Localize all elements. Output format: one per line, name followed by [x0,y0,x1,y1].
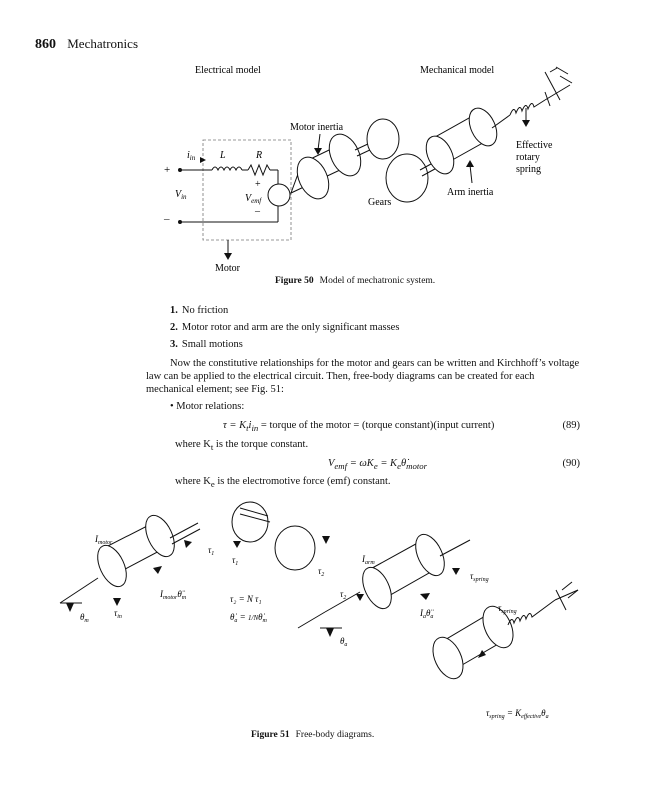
fbd-spring-wall [555,582,578,610]
label-eq-theta: $\thetȧ_a$ = $1/N\thetȧ_m$ [230,612,267,624]
arm-inertia-arrow [466,160,474,167]
label-theta-m: $\theta_m$ [80,612,89,624]
equation-90-number: (90) [562,458,580,469]
label-I-motor: $I_{motor}$ [95,534,113,546]
tau-in-arrow [113,598,121,606]
label-I-a-theta: $I_a\thetä_a$ [420,608,434,620]
label-L: L [220,150,226,161]
label-V-in: $V_{in}$ [175,189,187,201]
arm-accel-arrow [420,593,430,600]
figure-50-caption [275,276,435,286]
figure-50-diagram [0,0,647,300]
figure-50-number: Figure 50 [275,276,314,286]
label-electrical-model: Electrical model [195,65,261,76]
label-tau1-gear: $\tau_1$ [232,555,239,567]
label-minus: – [164,213,170,225]
figure-51-diagram [0,490,647,750]
label-arm-inertia: Arm inertia [447,187,494,198]
body-paragraph: Now the constitutive relationships for the motor and gears can be written and Kirchhoff’s voltage law can be applied to the electrical circuit. Then, free-body diagrams can be created for each mechanical element; see Fig. 51: [146,358,580,395]
label-mechanical-model: Mechanical model [420,65,495,76]
theta-a-arrow [326,628,334,637]
emf-source-circle [268,184,290,206]
motor-arrow [224,253,232,260]
label-motor: Motor [215,263,240,274]
fbd-tau1-arrow [233,541,241,548]
gear-small [367,119,399,159]
inductor-coil [212,167,242,170]
equation-89: $\tau = K_ti_{in}$ = torque of the motor = (torque constant)(input current) [223,420,495,434]
tau1-arrow [184,540,192,548]
label-spring-3: spring [516,164,541,175]
figure-51-text: Free-body diagrams. [295,730,375,740]
figure-51-number: Figure 51 [251,730,290,740]
bullet-motor-relations: • Motor relations: [170,401,245,412]
where-torque-constant: where $K_t$ is the torque constant. [175,439,309,453]
fbd-tau2-arrow [322,536,330,544]
current-arrow [200,157,206,163]
arm-cylinder [420,104,510,178]
equation-89-number: (89) [562,420,580,431]
spring-wall [545,67,572,106]
label-gears: Gears [368,197,392,208]
arm-tau2-arrow [356,594,364,601]
list-item: 2. Motor rotor and arm are the only significant masses [170,322,400,333]
theta-m-arrow [66,603,74,612]
gear-large [386,154,428,202]
terminal-plus [178,168,182,172]
rotary-spring [510,100,545,115]
label-spring-2: rotary [516,152,540,163]
label-tau-in: $\tau_{in}$ [114,608,122,620]
label-tau-spring: $\tau_{spring}$ [470,571,489,583]
fbd-gear-small [232,502,268,542]
label-V-emf: $V_{emf}$ [245,193,262,205]
tau-spring-arrow [452,568,460,575]
figure-51-caption [251,730,374,740]
label-motor-inertia: Motor inertia [290,122,344,133]
label-spring-1: Effective [516,140,553,151]
figure-50-text: Model of mechatronic system. [319,276,436,286]
label-plus: + [164,164,171,176]
label-R: R [256,150,263,161]
list-item: 1. No friction [170,305,229,316]
section-title: Mechatronics [67,36,139,51]
equation-90: $V_{emf} = \omega K_e$ = $K_e\thetȧ_{motor}$ [328,458,428,472]
label-emf-minus: – [255,206,260,217]
where-emf-constant: where $K_e$ is the electromotive force (emf) constant. [175,476,391,490]
terminal-minus [178,220,182,224]
label-emf-plus: + [255,179,261,190]
resistor-zigzag [248,165,270,175]
circuit-wires [180,165,278,222]
list-item: 3. Small motions [170,339,243,350]
label-theta-a: $\theta_a$ [340,636,348,648]
label-tau2-gear: $\tau_2$ [318,566,325,578]
label-tau2-arm: $\tau_2$ [340,589,347,601]
motor-accel-arrow [153,566,162,574]
label-tau-spring-2: $\tau_{spring}$ [498,603,517,615]
label-i-in: $i_{in}$ [187,150,196,162]
label-spring-equation: $\tau_{spring} = K_{effective}\theta_a$ [486,708,549,720]
label-I-arm: $I_{arm}$ [362,554,375,566]
fbd-arm [298,530,470,628]
label-tau1: $\tau_1$ [208,545,215,557]
fbd-gear-large [275,526,315,570]
label-eq-tau: τ₂ = N τ₁ [230,594,262,604]
spring-arrow [522,120,530,127]
label-I-motor-theta: $I_{motor}\thetä_m$ [160,589,187,601]
page-number: 860 [35,37,56,52]
